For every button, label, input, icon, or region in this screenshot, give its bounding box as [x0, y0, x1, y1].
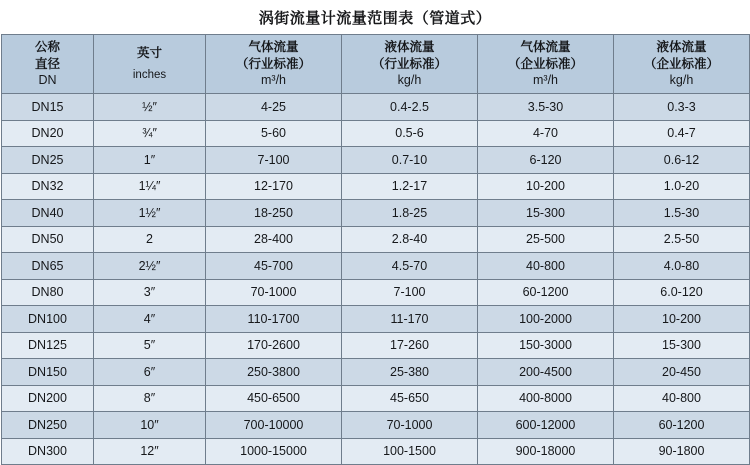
header-line-1: 英寸	[136, 45, 162, 60]
cell-liquid-flow-industry: 0.7-10	[342, 147, 478, 174]
cell-inches: 3″	[94, 279, 206, 306]
cell-liquid-flow-industry: 11-170	[342, 306, 478, 333]
cell-gas-flow-industry: 170-2600	[206, 332, 342, 359]
column-header-nominal-diameter	[2, 35, 94, 94]
header-unit: m³/h	[533, 73, 558, 88]
cell-gas-flow-enterprise: 600-12000	[478, 412, 614, 439]
cell-inches: 6″	[94, 359, 206, 386]
cell-liquid-flow-enterprise: 0.3-3	[614, 94, 750, 121]
cell-gas-flow-industry: 7-100	[206, 147, 342, 174]
cell-liquid-flow-industry: 70-1000	[342, 412, 478, 439]
table-row	[2, 120, 750, 147]
header-line-3: DN	[38, 73, 57, 88]
cell-nominal-diameter: DN15	[2, 94, 94, 121]
cell-gas-flow-industry: 250-3800	[206, 359, 342, 386]
page-title: 涡街流量计流量范围表（管道式）	[258, 10, 492, 27]
cell-gas-flow-industry: 700-10000	[206, 412, 342, 439]
cell-liquid-flow-industry: 17-260	[342, 332, 478, 359]
cell-gas-flow-enterprise: 900-18000	[478, 438, 614, 465]
column-header-inches	[94, 35, 206, 94]
cell-inches: 1½″	[94, 200, 206, 227]
cell-nominal-diameter: DN300	[2, 438, 94, 465]
header-unit: kg/h	[669, 73, 694, 88]
cell-liquid-flow-industry: 4.5-70	[342, 253, 478, 280]
header-line-1: 液体流量	[656, 39, 707, 54]
cell-gas-flow-industry: 12-170	[206, 173, 342, 200]
header-line-2: （企业标准）	[643, 56, 719, 71]
table-body	[2, 94, 750, 465]
cell-nominal-diameter: DN250	[2, 412, 94, 439]
cell-liquid-flow-enterprise: 0.4-7	[614, 120, 750, 147]
table-row	[2, 385, 750, 412]
cell-gas-flow-industry: 450-6500	[206, 385, 342, 412]
header-unit: m³/h	[261, 73, 286, 88]
flow-range-table	[1, 34, 750, 465]
cell-nominal-diameter: DN40	[2, 200, 94, 227]
cell-liquid-flow-industry: 1.2-17	[342, 173, 478, 200]
table-row	[2, 226, 750, 253]
cell-gas-flow-industry: 28-400	[206, 226, 342, 253]
table-row	[2, 173, 750, 200]
cell-inches: 12″	[94, 438, 206, 465]
cell-inches: 1¼″	[94, 173, 206, 200]
header-line-2: inches	[132, 68, 167, 81]
cell-inches: ½″	[94, 94, 206, 121]
cell-liquid-flow-industry: 25-380	[342, 359, 478, 386]
cell-liquid-flow-enterprise: 6.0-120	[614, 279, 750, 306]
cell-nominal-diameter: DN150	[2, 359, 94, 386]
cell-liquid-flow-enterprise: 1.5-30	[614, 200, 750, 227]
cell-nominal-diameter: DN125	[2, 332, 94, 359]
header-line-2: （行业标准）	[235, 56, 311, 71]
table-row	[2, 147, 750, 174]
column-header-gas-flow-industry	[206, 35, 342, 94]
cell-liquid-flow-industry: 0.4-2.5	[342, 94, 478, 121]
cell-liquid-flow-enterprise: 20-450	[614, 359, 750, 386]
cell-inches: 2	[94, 226, 206, 253]
cell-liquid-flow-industry: 1.8-25	[342, 200, 478, 227]
table-row	[2, 200, 750, 227]
cell-liquid-flow-enterprise: 0.6-12	[614, 147, 750, 174]
cell-liquid-flow-industry: 45-650	[342, 385, 478, 412]
cell-gas-flow-enterprise: 400-8000	[478, 385, 614, 412]
cell-gas-flow-enterprise: 3.5-30	[478, 94, 614, 121]
table-row	[2, 94, 750, 121]
cell-liquid-flow-enterprise: 90-1800	[614, 438, 750, 465]
cell-liquid-flow-industry: 2.8-40	[342, 226, 478, 253]
cell-gas-flow-industry: 110-1700	[206, 306, 342, 333]
header-line-2: （行业标准）	[371, 56, 447, 71]
cell-nominal-diameter: DN50	[2, 226, 94, 253]
cell-inches: 10″	[94, 412, 206, 439]
header-line-2: 直径	[34, 56, 60, 71]
cell-nominal-diameter: DN80	[2, 279, 94, 306]
cell-inches: 8″	[94, 385, 206, 412]
table-row	[2, 332, 750, 359]
cell-liquid-flow-enterprise: 40-800	[614, 385, 750, 412]
column-header-liquid-flow-industry	[342, 35, 478, 94]
cell-inches: 5″	[94, 332, 206, 359]
cell-gas-flow-industry: 18-250	[206, 200, 342, 227]
cell-gas-flow-enterprise: 4-70	[478, 120, 614, 147]
cell-liquid-flow-enterprise: 60-1200	[614, 412, 750, 439]
cell-nominal-diameter: DN20	[2, 120, 94, 147]
table-row	[2, 253, 750, 280]
cell-gas-flow-industry: 4-25	[206, 94, 342, 121]
header-line-1: 公称	[34, 39, 60, 54]
cell-inches: 1″	[94, 147, 206, 174]
table-row	[2, 438, 750, 465]
cell-gas-flow-enterprise: 150-3000	[478, 332, 614, 359]
header-line-1: 液体流量	[384, 39, 435, 54]
cell-gas-flow-industry: 5-60	[206, 120, 342, 147]
cell-liquid-flow-enterprise: 15-300	[614, 332, 750, 359]
header-line-2: （企业标准）	[507, 56, 583, 71]
cell-liquid-flow-industry: 0.5-6	[342, 120, 478, 147]
cell-gas-flow-enterprise: 25-500	[478, 226, 614, 253]
table-row	[2, 359, 750, 386]
header-line-1: 气体流量	[248, 39, 299, 54]
table-row	[2, 412, 750, 439]
cell-liquid-flow-enterprise: 10-200	[614, 306, 750, 333]
cell-gas-flow-enterprise: 10-200	[478, 173, 614, 200]
table-row	[2, 306, 750, 333]
column-header-gas-flow-enterprise	[478, 35, 614, 94]
cell-liquid-flow-enterprise: 2.5-50	[614, 226, 750, 253]
cell-inches: 4″	[94, 306, 206, 333]
column-header-liquid-flow-enterprise	[614, 35, 750, 94]
header-line-1: 气体流量	[520, 39, 571, 54]
cell-liquid-flow-industry: 7-100	[342, 279, 478, 306]
cell-liquid-flow-enterprise: 4.0-80	[614, 253, 750, 280]
cell-gas-flow-enterprise: 40-800	[478, 253, 614, 280]
cell-nominal-diameter: DN25	[2, 147, 94, 174]
cell-inches: 2½″	[94, 253, 206, 280]
cell-gas-flow-enterprise: 100-2000	[478, 306, 614, 333]
cell-gas-flow-enterprise: 15-300	[478, 200, 614, 227]
cell-gas-flow-enterprise: 60-1200	[478, 279, 614, 306]
cell-inches: ¾″	[94, 120, 206, 147]
table-row	[2, 279, 750, 306]
cell-gas-flow-enterprise: 6-120	[478, 147, 614, 174]
cell-gas-flow-enterprise: 200-4500	[478, 359, 614, 386]
table-header	[2, 35, 750, 94]
cell-gas-flow-industry: 45-700	[206, 253, 342, 280]
cell-liquid-flow-enterprise: 1.0-20	[614, 173, 750, 200]
cell-liquid-flow-industry: 100-1500	[342, 438, 478, 465]
cell-nominal-diameter: DN100	[2, 306, 94, 333]
cell-gas-flow-industry: 1000-15000	[206, 438, 342, 465]
header-unit: kg/h	[397, 73, 422, 88]
cell-nominal-diameter: DN32	[2, 173, 94, 200]
cell-nominal-diameter: DN65	[2, 253, 94, 280]
cell-gas-flow-industry: 70-1000	[206, 279, 342, 306]
table-header-row	[2, 35, 750, 94]
cell-nominal-diameter: DN200	[2, 385, 94, 412]
